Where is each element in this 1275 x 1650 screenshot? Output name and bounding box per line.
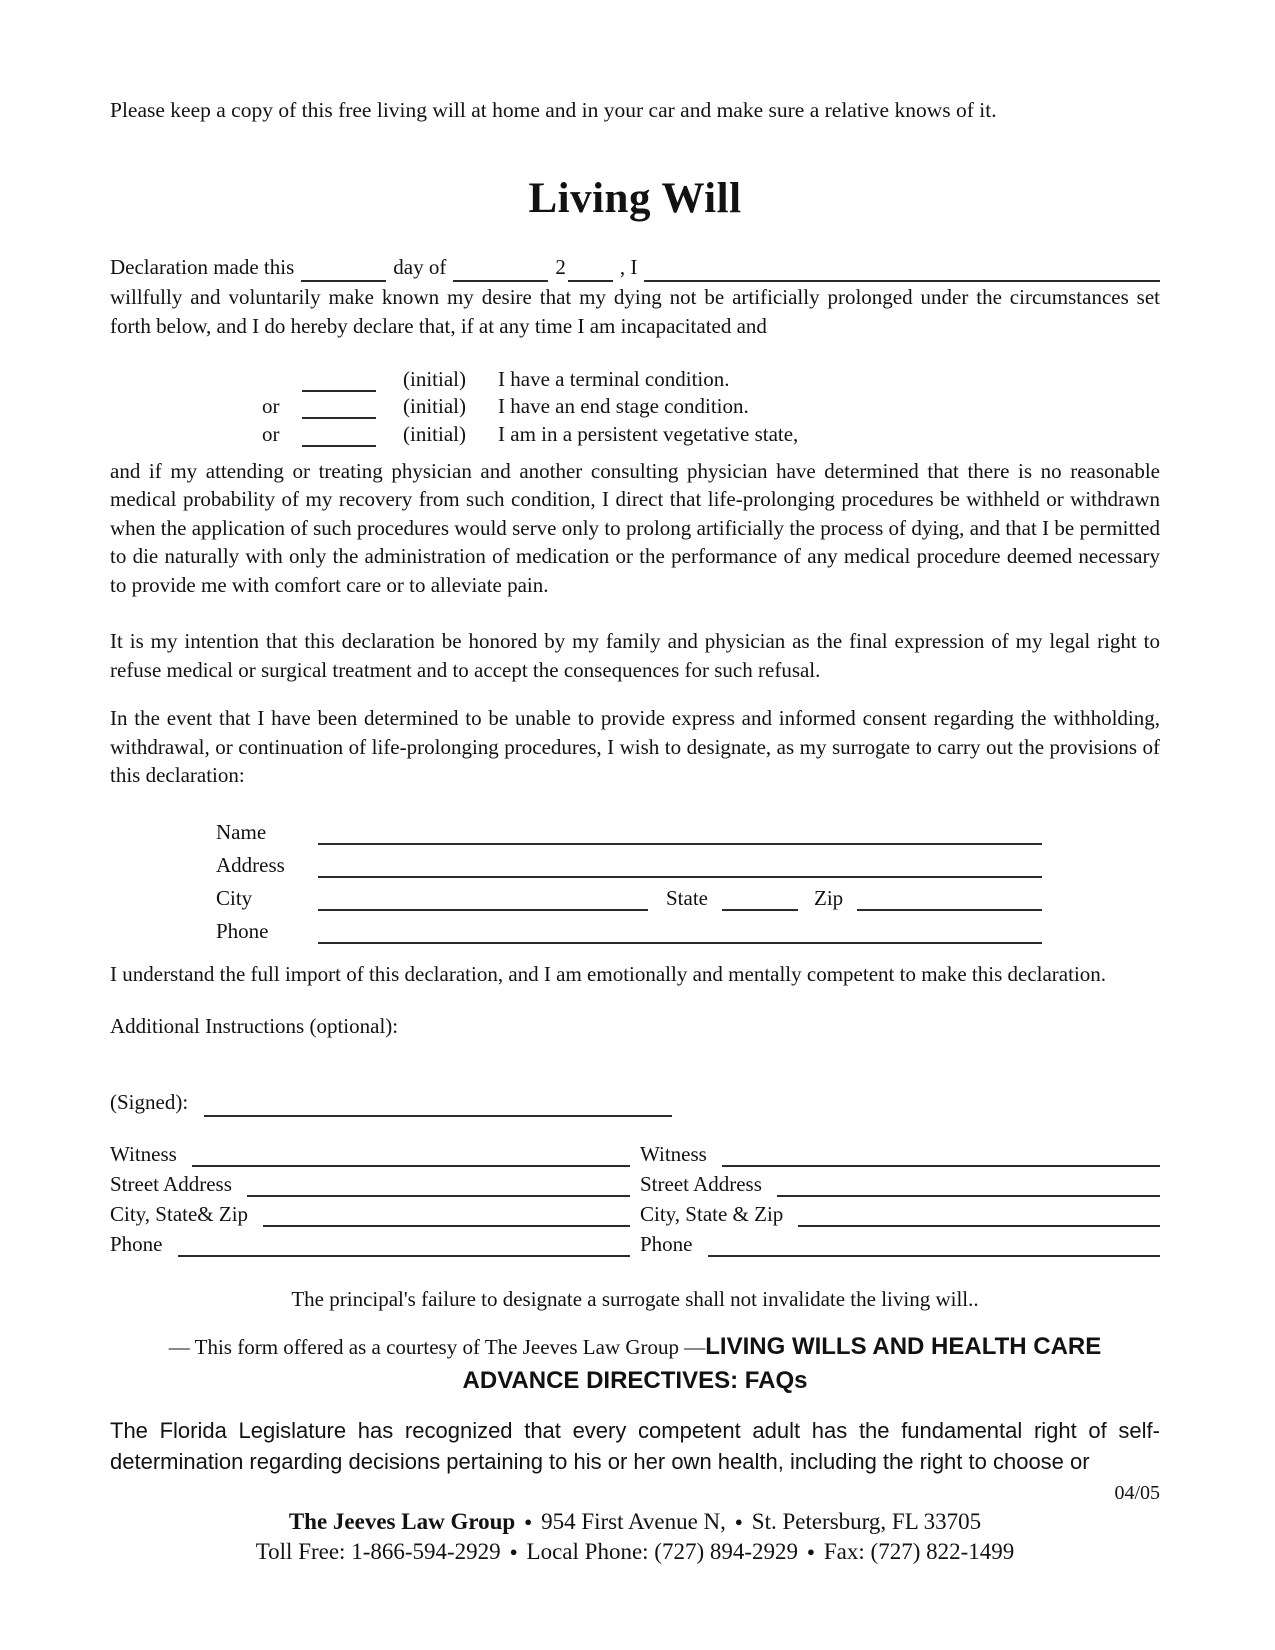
street-blank-line <box>247 1173 630 1197</box>
conditions-block <box>110 364 1160 447</box>
witness-name-row <box>110 1137 630 1167</box>
or-label: or <box>262 394 280 418</box>
courtesy-line <box>110 1330 1160 1364</box>
city-state-zip-label: City, State& Zip <box>110 1202 249 1226</box>
condition-text: I am in a persistent vegetative state, <box>498 421 799 446</box>
comma-i-label: , I <box>619 255 638 279</box>
condition-row-terminal <box>110 364 1160 392</box>
phone-blank-line <box>708 1233 1161 1257</box>
city-blank-line <box>318 886 648 911</box>
signature-row <box>110 1087 1160 1117</box>
initials-blank-line <box>302 371 376 392</box>
declaration-body: willfully and voluntarily make known my desire that my dying not be artificially prolonged under the circumstances set forth below, and I do hereby declare that, if at any time I am incapacitated and <box>110 285 1160 338</box>
phone-label: Phone <box>216 918 269 943</box>
street-blank-line <box>777 1173 1160 1197</box>
witness-street-row <box>640 1167 1160 1197</box>
faq-heading-part1: LIVING WILLS AND HEALTH CARE <box>705 1333 1102 1360</box>
phone-blank-line <box>178 1233 631 1257</box>
surrogate-name-row <box>216 812 1042 845</box>
address-label: Address <box>216 852 285 877</box>
keep-copy-notice: Please keep a copy of this free living will at home and in your car and make sure a relative knows of it. <box>110 98 997 122</box>
bullet-separator: ● <box>509 1544 518 1559</box>
witness-street-row <box>110 1167 630 1197</box>
declaration-prefix: Declaration made this <box>110 255 295 279</box>
witness-city-row <box>110 1197 630 1227</box>
intention-paragraph: It is my intention that this declaration be honored by my family and physician as the final expression of my legal right to refuse medical or surgical treatment and to accept the consequences for such refusal. <box>110 629 1160 682</box>
witness-city-row <box>640 1197 1160 1227</box>
firm-name: The Jeeves Law Group <box>288 1509 516 1534</box>
zip-label: Zip <box>814 885 844 910</box>
witness-name-row <box>640 1137 1160 1167</box>
phone-label: Phone <box>640 1232 693 1256</box>
or-label: or <box>262 421 280 446</box>
form-version: 04/05 <box>1114 1482 1160 1504</box>
signed-label: (Signed): <box>110 1090 189 1114</box>
condition-text: I have a terminal condition. <box>498 366 730 391</box>
witness-phone-row <box>640 1227 1160 1257</box>
firm-city: St. Petersburg, FL 33705 <box>751 1509 982 1534</box>
year-blank-line <box>568 258 613 282</box>
initials-blank-line <box>302 398 376 419</box>
name-blank-line <box>318 820 1042 845</box>
city-blank-line <box>263 1203 630 1227</box>
city-state-zip-label: City, State & Zip <box>640 1202 784 1226</box>
faq-heading-part2: ADVANCE DIRECTIVES: FAQs <box>462 1367 808 1394</box>
bullet-separator: ● <box>524 1514 533 1529</box>
declarant-name-blank-line <box>644 258 1160 282</box>
initial-label: (initial) <box>403 421 466 446</box>
surrogate-address-row <box>216 845 1042 878</box>
life-prolonging-paragraph: and if my attending or treating physician and another consulting physician have determined that there is no reasonable medical probability of my recovery from such condition, I direct that life-prolonging procedures be withheld or withdrawn when the application of such procedures would serve only to prolong artificially the process of dying, and that I be permitted to die naturally with only the administration of medication or the performance of any medical procedure deemed necessary to provide me with comfort care or to alleviate pain. <box>110 458 1160 597</box>
bullet-separator: ● <box>807 1544 815 1559</box>
signature-blank-line <box>204 1092 672 1117</box>
initial-label: (initial) <box>403 366 466 391</box>
street-address-label: Street Address <box>110 1172 232 1196</box>
state-blank-line <box>722 886 798 911</box>
declaration-opening-line <box>110 253 1160 282</box>
bullet-separator: ● <box>734 1514 743 1529</box>
day-blank-line <box>301 258 386 282</box>
fax-number: Fax: (727) 822-1499 <box>823 1539 1015 1564</box>
condition-row-end-stage <box>110 392 1160 420</box>
zip-blank-line <box>857 886 1042 911</box>
witness-label: Witness <box>110 1142 177 1166</box>
firm-street: 954 First Avenue N, <box>541 1509 726 1534</box>
city-label: City <box>216 885 253 910</box>
month-blank-line <box>453 258 548 282</box>
toll-free-number: Toll Free: 1-866-594-2929 <box>255 1539 501 1564</box>
courtesy-serif-text: — This form offered as a courtesy of The Jeeves Law Group — <box>168 1335 706 1359</box>
witness-label: Witness <box>640 1142 707 1166</box>
surrogate-designation-paragraph: In the event that I have been determined to be unable to provide express and informed consent regarding the withholding, withdrawal, or continuation of life-prolonging procedures, I wish to designate, as my surrogate to carry out the provisions of this declaration: <box>110 706 1160 787</box>
day-of-label: day of <box>393 255 447 279</box>
witness-section <box>110 1137 1160 1257</box>
phone-label: Phone <box>110 1232 163 1256</box>
initial-label: (initial) <box>403 394 466 418</box>
condition-row-vegetative <box>110 419 1160 447</box>
state-label: State <box>666 885 708 910</box>
condition-text: I have an end stage condition. <box>498 394 749 418</box>
courtesy-block <box>110 1330 1160 1397</box>
competency-paragraph: I understand the full import of this declaration, and I am emotionally and mentally competent to make this declaration. <box>110 961 1107 986</box>
name-label: Name <box>216 819 267 844</box>
address-blank-line <box>318 853 1042 878</box>
city-blank-line <box>798 1203 1160 1227</box>
year-prefix: 2 <box>555 255 566 279</box>
witness-blank-line <box>722 1143 1160 1167</box>
surrogate-city-state-zip-row <box>216 878 1042 911</box>
surrogate-contact-fields <box>216 812 1042 944</box>
additional-instructions-label: Additional Instructions (optional): <box>110 1014 399 1038</box>
firm-footer <box>110 1507 1160 1567</box>
document-title: Living Will <box>528 175 742 222</box>
witness-blank-line <box>192 1143 630 1167</box>
surrogate-phone-row <box>216 911 1042 944</box>
phone-blank-line <box>318 919 1042 944</box>
witness-column-left <box>110 1137 630 1257</box>
florida-legislature-paragraph: The Florida Legislature has recognized that every competent adult has the fundamental right of self-determination regarding decisions pertaining to his or her own health, including the right to choose or <box>110 1418 1160 1474</box>
initials-blank-line <box>302 426 376 447</box>
principal-failure-note: The principal's failure to designate a surrogate shall not invalidate the living will.. <box>291 1287 979 1311</box>
witness-phone-row <box>110 1227 630 1257</box>
local-phone-number: Local Phone: (727) 894-2929 <box>526 1539 799 1564</box>
firm-phones-line <box>110 1537 1160 1567</box>
witness-column-right <box>640 1137 1160 1257</box>
firm-address-line <box>110 1507 1160 1537</box>
street-address-label: Street Address <box>640 1172 762 1196</box>
